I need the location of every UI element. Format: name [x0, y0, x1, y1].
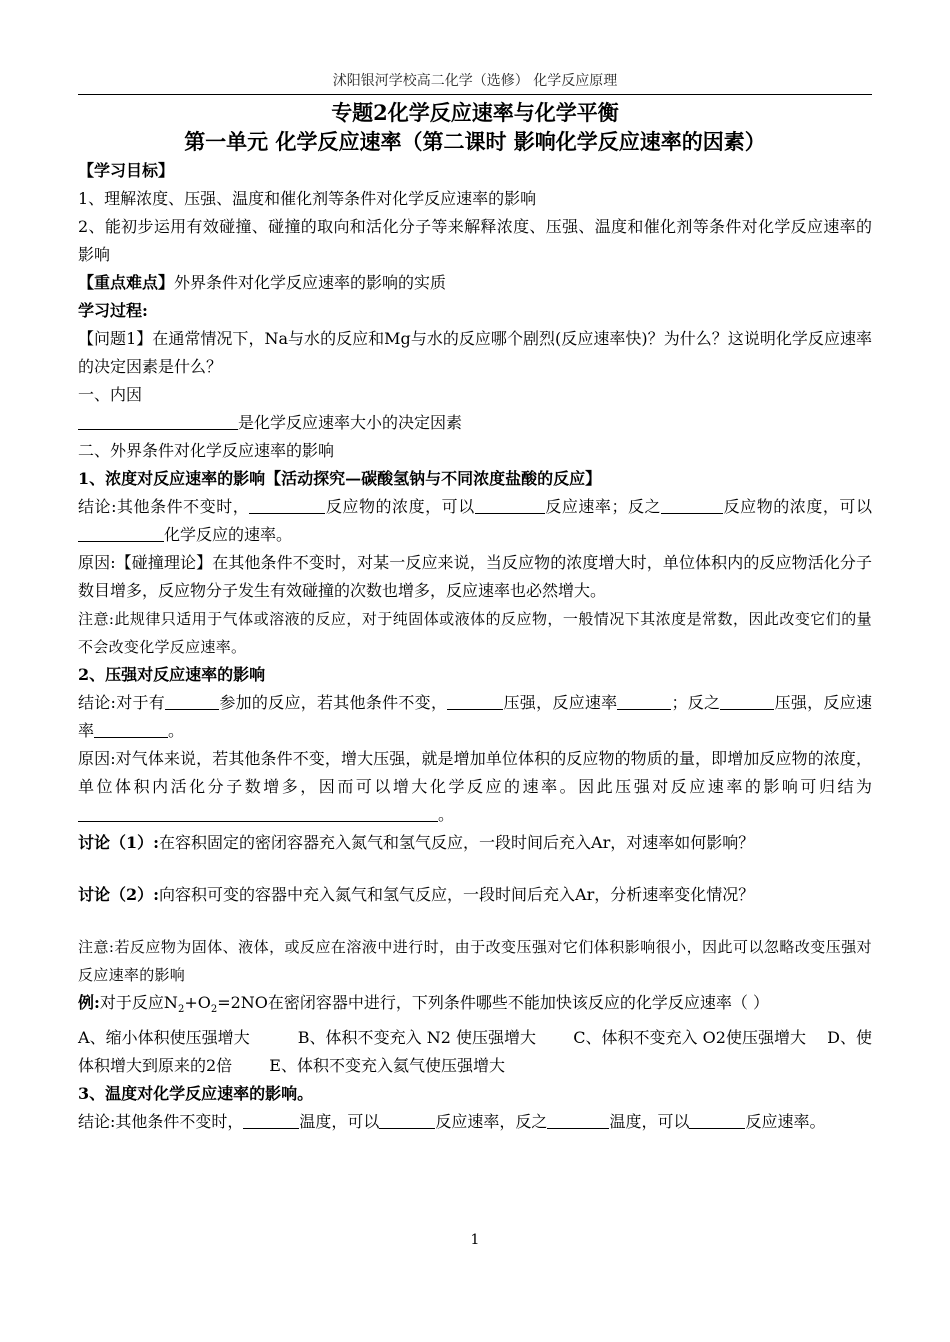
example-label: 例:: [78, 993, 100, 1012]
page-number: 1: [470, 1232, 480, 1248]
text: 压强，反应速率: [503, 693, 618, 712]
conc-heading: 1、浓度对反应速率的影响【活动探究—碳酸氢钠与不同浓度盐酸的反应】: [78, 469, 602, 488]
text: 结论:其他条件不变时，: [78, 497, 250, 516]
blank: [689, 1110, 745, 1129]
press-reason: [78, 745, 872, 829]
example-options: A、缩小体积使压强增大 B、体积不变充入 N2 使压强增大 C、体积不变充入 O2使压强增大 D、使体积增大到原来的2倍 E、体积不变充入氦气使压强增大: [78, 1028, 872, 1076]
blank: [617, 691, 671, 710]
blank: [661, 495, 723, 514]
key-label: 【重点难点】: [78, 273, 175, 292]
text: 原因:对气体来说，若其他条件不变，增大压强，就是增加单位体积的反应物的物质的量，即增加反应物的浓度，单位体积内活化分子数增多，因而可以增大化学反应的速率。因此压强对反应速率的影响可归结为: [78, 749, 872, 796]
page-header: 沭阳银河学校高二化学（选修） 化学反应原理: [78, 70, 872, 95]
blank: [165, 691, 219, 710]
title-unit: 第一单元 化学反应速率（第二课时 影响化学反应速率的因素）: [184, 129, 766, 154]
document-page: [78, 70, 872, 1136]
blank: [94, 719, 168, 738]
text: 参加的反应，若其他条件不变，: [219, 693, 448, 712]
disc2-label: 讨论（2）:: [78, 885, 160, 904]
text: 反应物的浓度，可以: [325, 497, 475, 516]
disc2-text: 向容积可变的容器中充入氮气和氢气反应，一段时间后充入Ar，分析速率变化情况？: [159, 885, 755, 904]
press-note: 注意:若反应物为固体、液体，或反应在溶液中进行时，由于改变压强对它们体积影响很小，因此可以忽略改变压强对反应速率的影响: [78, 938, 872, 984]
conc-reason: 原因:【碰撞理论】在其他条件不变时，对某一反应来说，当反应物的浓度增大时，单位体积内的反应物活化分子数目增多，反应物分子发生有效碰撞的次数也增多，反应速率也必然增大。: [78, 553, 872, 600]
answer-space: [78, 909, 872, 933]
text: 温度，可以: [299, 1112, 380, 1132]
conc-conclusion: [78, 493, 872, 549]
outer-heading: 二、外界条件对化学反应速率的影响: [78, 441, 335, 460]
discussion-2: [78, 881, 872, 909]
text: ；反之: [671, 693, 721, 712]
text: 。: [438, 805, 455, 824]
press-conclusion: [78, 689, 872, 745]
example: [78, 989, 872, 1024]
inner-line: [78, 409, 872, 437]
title-topic: 专题2化学反应速率与化学平衡: [331, 100, 619, 125]
subscript: 2: [177, 1004, 185, 1016]
blank: [720, 691, 774, 710]
inner-heading: 一、内因: [78, 385, 143, 404]
text: 结论:对于有: [78, 693, 166, 712]
question-1: 【问题1】在通常情况下，Na与水的反应和Mg与水的反应哪个剧烈(反应速率快)？为什么？这说明化学反应速率的决定因素是什么？: [78, 329, 872, 376]
text: 。: [168, 721, 185, 740]
conc-note: 注意:此规律只适用于气体或溶液的反应，对于纯固体或液体的反应物，一般情况下其浓度是常数，因此改变它们的量不会改变化学反应速率。: [78, 610, 872, 656]
blank: [249, 495, 325, 514]
disc1-label: 讨论（1）:: [78, 833, 160, 852]
key-text: 外界条件对化学反应速率的影响的实质: [174, 273, 447, 292]
text: +O: [184, 993, 211, 1012]
goal-1: 1、理解浓度、压强、温度和催化剂等条件对化学反应速率的影响: [78, 189, 537, 208]
discussion-1: [78, 829, 872, 857]
subscript: 2: [210, 1004, 218, 1016]
text: 压强，反应速率: [78, 693, 872, 740]
text: 反应速率；反之: [544, 497, 662, 516]
temp-conclusion: [78, 1108, 872, 1136]
text: 对于反应N: [99, 993, 178, 1012]
text: 反应速率。: [745, 1112, 826, 1132]
blank: [447, 691, 503, 710]
text: =2NO在密闭容器中进行，下列条件哪些不能加快该反应的化学反应速率（ ）: [217, 993, 770, 1012]
goals-heading: 【学习目标】: [78, 161, 175, 180]
key-points: [78, 269, 872, 297]
process-heading: 学习过程:: [78, 301, 148, 320]
text: 反应速率，反之: [435, 1112, 548, 1132]
press-heading: 2、压强对反应速率的影响: [78, 665, 266, 684]
blank: [243, 1110, 299, 1129]
temp-heading: 3、温度对化学反应速率的影响。: [78, 1084, 314, 1104]
blank: [78, 803, 438, 822]
goal-2: 2、能初步运用有效碰撞、碰撞的取向和活化分子等来解释浓度、压强、温度和催化剂等条件对化学反应速率的影响: [78, 217, 872, 264]
blank: [379, 1110, 435, 1129]
blank: [475, 495, 545, 514]
text: 结论:其他条件不变时，: [78, 1112, 244, 1132]
blank: [547, 1110, 609, 1129]
blank: [78, 411, 238, 430]
text: 反应物的浓度，可以: [723, 497, 872, 516]
blank: [78, 523, 164, 542]
inner-text: 是化学反应速率大小的决定因素: [238, 413, 463, 432]
answer-space: [78, 857, 872, 881]
disc1-text: 在容积固定的密闭容器充入氮气和氢气反应，一段时间后充入Ar，对速率如何影响？: [159, 833, 755, 852]
text: 温度，可以: [609, 1112, 690, 1132]
text: 化学反应的速率。: [164, 525, 293, 544]
